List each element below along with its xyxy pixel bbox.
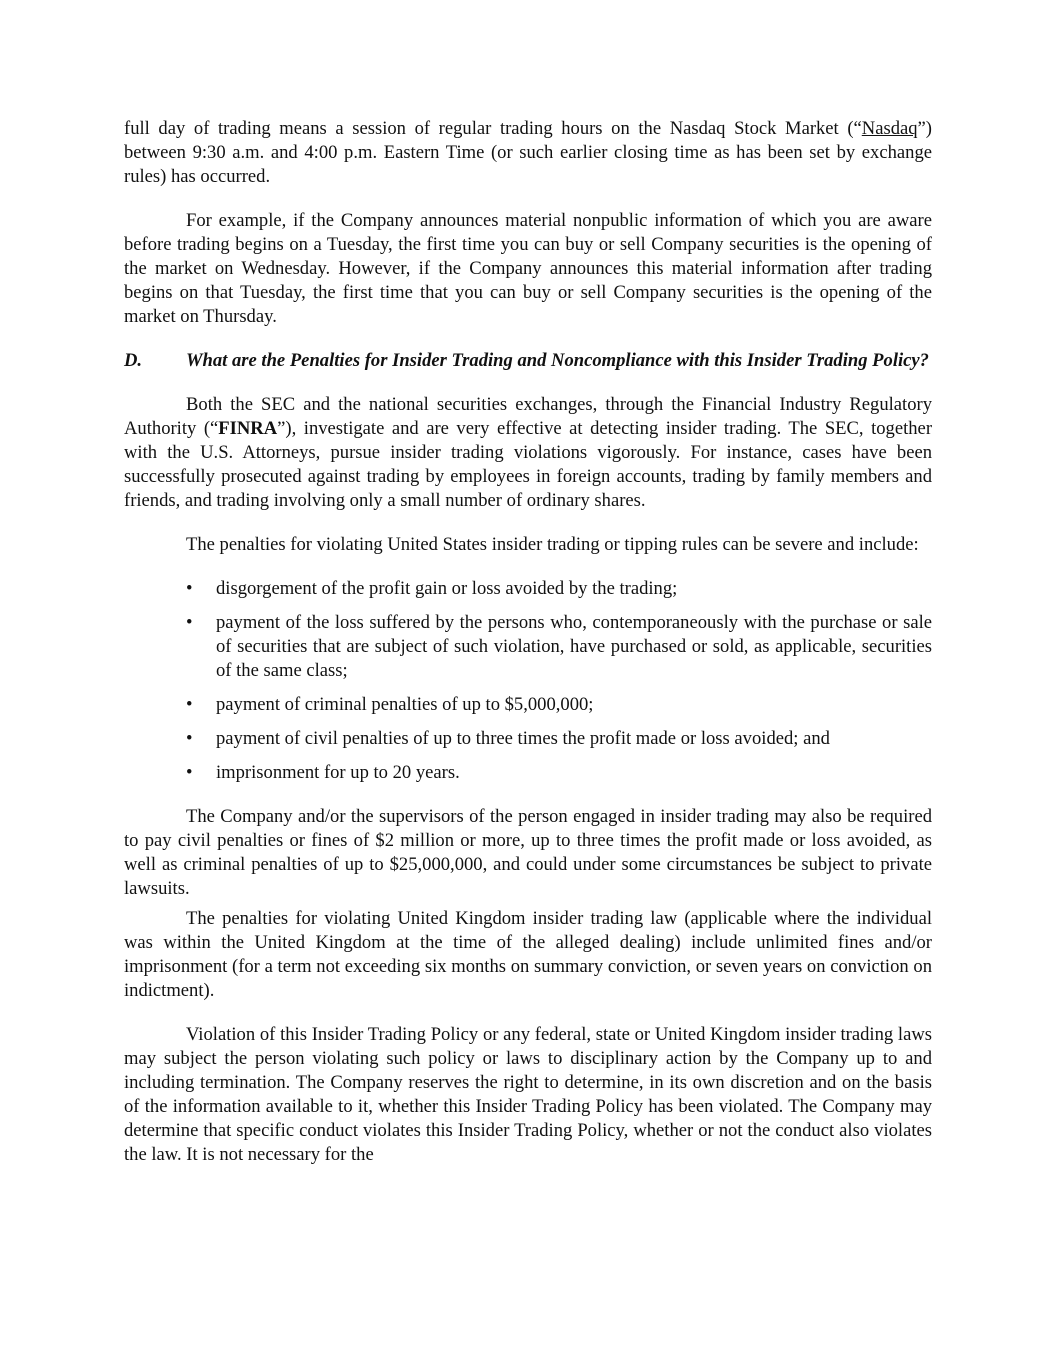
bullet-icon: •	[186, 694, 193, 715]
section-heading	[124, 349, 932, 373]
penalties-list	[124, 577, 932, 785]
paragraph-uk-penalties: The penalties for violating United Kingdom insider trading law (applicable where the individual was within the United Kingdom at the time of the alleged dealing) include unlimited fines and/or imprisonment (for a term not exceeding six months on summary conviction, or seven years on conviction on indictment).	[124, 908, 932, 1001]
bullet-icon: •	[186, 728, 193, 749]
bullet-icon: •	[186, 612, 193, 633]
document-page	[124, 117, 932, 1167]
bullet-icon: •	[186, 578, 193, 599]
paragraph-trading-day: full day of trading means a session of regular trading hours on the Nasdaq Stock Market (“Nasdaq”) between 9:30 a.m. and 4:00 p.m. Eastern Time (or such earlier closing time as has been set by exchange rules) has occurred.	[124, 118, 932, 187]
defined-term-nasdaq: Nasdaq	[861, 118, 918, 139]
paragraph-company-penalties: The Company and/or the supervisors of the person engaged in insider trading may also be required to pay civil penalties or fines of $2 million or more, up to three times the profit made or loss avoided, as well as criminal penalties of up to $25,000,000, and could under some circumstances be subject to private lawsuits.	[124, 806, 932, 899]
paragraph-policy-violation: Violation of this Insider Trading Policy or any federal, state or United Kingdom insider trading laws may subject the person violating such policy or laws to disciplinary action by the Company up to and including termination. The Company reserves the right to determine, in its own discretion and on the basis of the information available to it, whether this Insider Trading Policy has been violated. The Company may determine that specific conduct violates this Insider Trading Policy, whether or not the conduct also violates the law. It is not necessary for the	[124, 1024, 932, 1165]
list-item: • disgorgement of the profit gain or loss avoided by the trading;	[186, 578, 678, 599]
list-item: • imprisonment for up to 20 years.	[186, 762, 460, 783]
paragraph-penalties-intro: The penalties for violating United States insider trading or tipping rules can be severe and include:	[186, 534, 919, 555]
list-item: • payment of civil penalties of up to three times the profit made or loss avoided; and	[186, 728, 830, 749]
paragraph-example: For example, if the Company announces material nonpublic information of which you are aware before trading begins on a Tuesday, the first time you can buy or sell Company securities is the opening of the market on Wednesday. However, if the Company announces this material information after trading begins on that Tuesday, the first time that you can buy or sell Company securities is the opening of the market on Thursday.	[124, 210, 932, 327]
list-item: • payment of criminal penalties of up to $5,000,000;	[186, 694, 594, 715]
list-item: • payment of the loss suffered by the persons who, contemporaneously with the purchase or sale of securities that are subject of such violation, have purchased or sold, as applicable, securities of the same class;	[186, 612, 932, 681]
section-number: D.	[124, 350, 143, 371]
defined-term-finra: FINRA	[218, 418, 278, 439]
bullet-icon: •	[186, 762, 193, 783]
section-title: What are the Penalties for Insider Trading and Noncompliance with this Insider Trading Policy?	[186, 350, 929, 371]
paragraph-enforcement: Both the SEC and the national securities exchanges, through the Financial Industry Regulatory Authority (“FINRA”), investigate and are very effective at detecting insider trading. The SEC, together with the U.S. Attorneys, pursue insider trading violations vigorously. For instance, cases have been successfully prosecuted against trading by employees in foreign accounts, trading by family members and friends, and trading involving only a small number of ordinary shares.	[124, 394, 933, 511]
